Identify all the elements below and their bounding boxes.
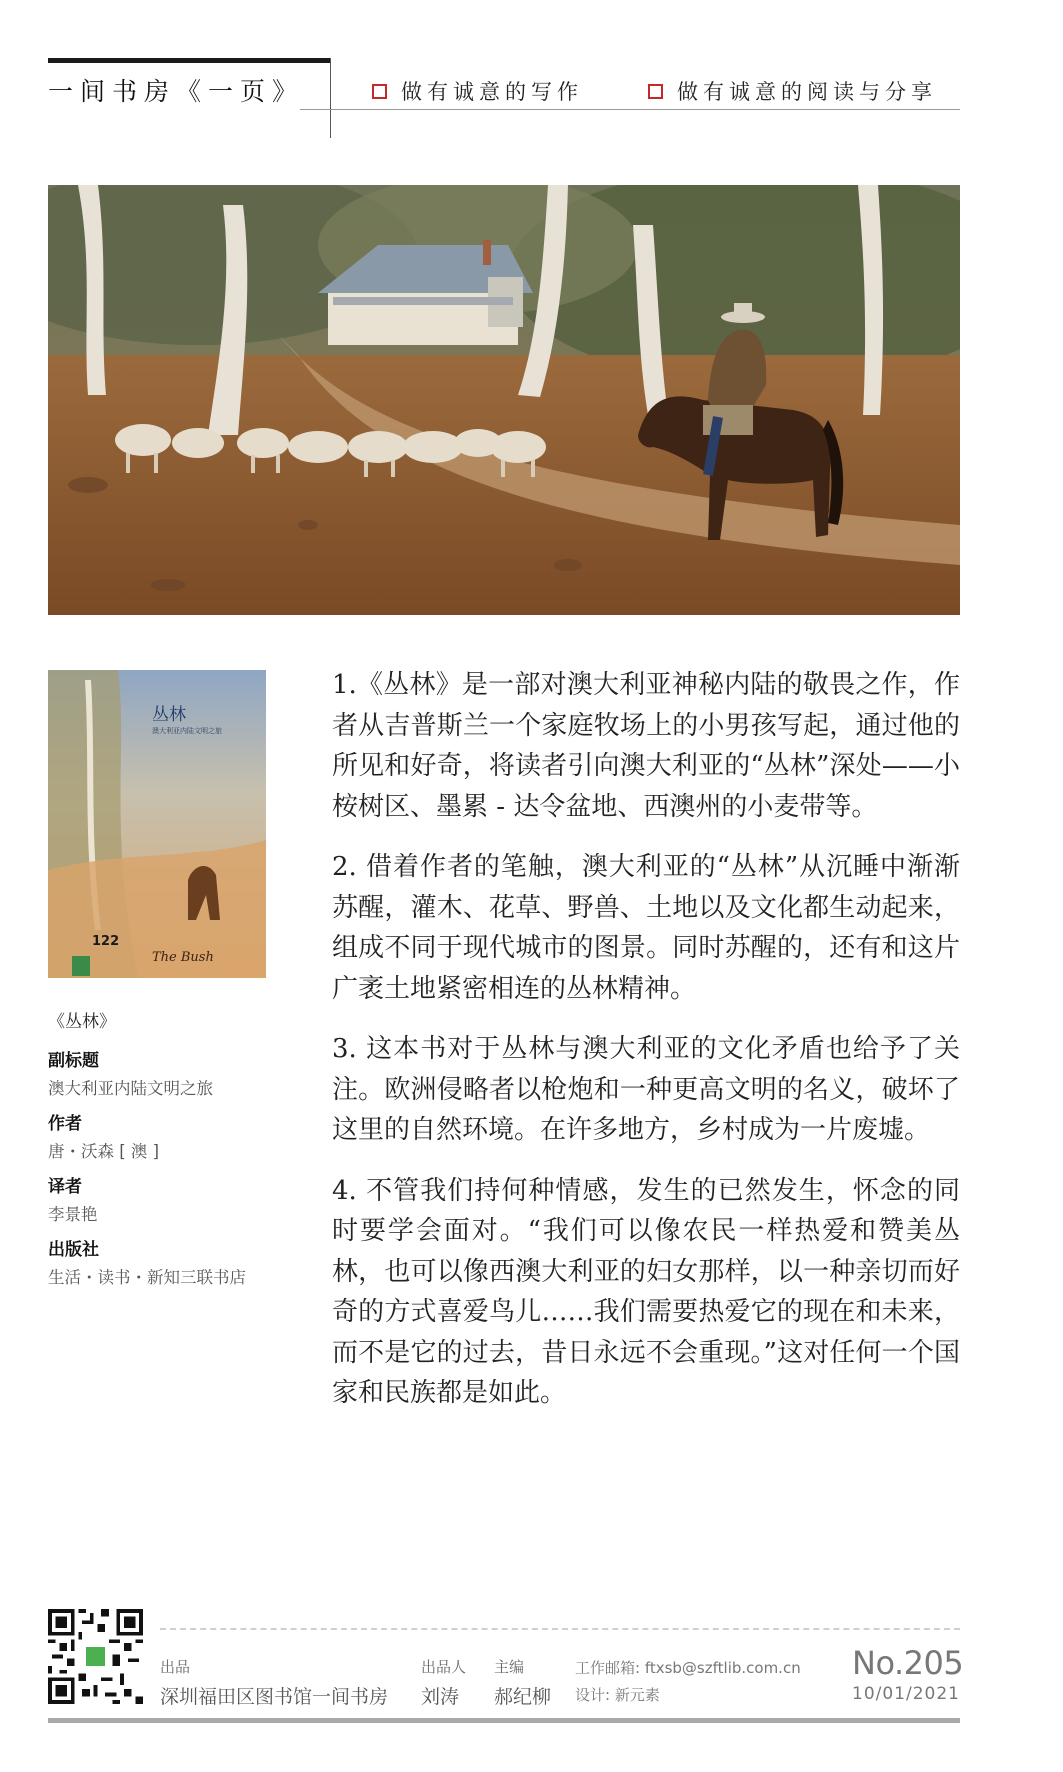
publisher-person-value: 刘涛: [421, 1686, 460, 1708]
publisher-value: 生活・读书・新知三联书店: [48, 1268, 246, 1287]
paragraph-2: 2. 借着作者的笔触，澳大利亚的“丛林”从沉睡中渐渐苏醒，灌木、花草、野兽、土地以及文化都生动起来，组成不同于现代城市的图景。同时苏醒的，还有和这片广袤土地紧密相连的丛林精神。: [332, 852, 960, 1004]
header-divider: [330, 58, 331, 138]
series-number: 122: [92, 934, 120, 949]
header-underline: [300, 109, 960, 110]
article-body: [332, 665, 960, 1434]
cover-title: 丛林: [152, 705, 186, 725]
issue-number: No.205: [852, 1644, 964, 1682]
slogan-reading: [648, 76, 937, 106]
qr-code[interactable]: [48, 1609, 143, 1704]
masthead-title: 一间书房《一页》: [48, 77, 305, 106]
contact-email[interactable]: 工作邮箱: ftxsb@szftlib.com.cn: [575, 1659, 801, 1677]
cover-subtitle: 澳大利亚内陆文明之旅: [152, 727, 222, 735]
design-credit: 设计: 新元素: [575, 1686, 660, 1704]
slogan-writing-text: 做有诚意的写作: [401, 80, 583, 104]
slogan-writing: [372, 76, 583, 106]
editor-label: 主编: [494, 1658, 525, 1676]
hero-photo: [48, 185, 960, 615]
footer-bottom-rule: [48, 1718, 960, 1723]
paragraph-3: 3. 这本书对于丛林与澳大利亚的文化矛盾也给予了关注。欧洲侵略者以枪炮和一种更高文明的名义，破坏了这里的自然环境。在许多地方，乡村成为一片废墟。: [332, 1034, 960, 1145]
checkbox-icon: [372, 84, 387, 99]
paragraph-4: 4. 不管我们持何种情感，发生的已然发生，怀念的同时要学会面对。“我们可以像农民一样热爱和赞美丛林，也可以像西澳大利亚的妇女那样，以一种亲切而好奇的方式喜爱鸟儿……我们需要热爱它的现在和未来，而不是它的过去，昔日永远不会重现。”这对任何一个国家和民族都是如此。: [332, 1175, 960, 1408]
publisher-person-label: 出品人: [421, 1658, 467, 1676]
publisher-logo: [72, 956, 90, 976]
paragraph-1: 1.《丛林》是一部对澳大利亚神秘内陆的敬畏之作，作者从吉普斯兰一个家庭牧场上的小男孩写起，通过他的所见和好奇，将读者引向澳大利亚的“丛林”深处——小桉树区、墨累 - 达令盆地、西澳州的小麦带等。: [332, 670, 960, 822]
subtitle-value: 澳大利亚内陆文明之旅: [48, 1079, 213, 1098]
author-value: 唐・沃森 [ 澳 ]: [48, 1142, 160, 1161]
slogan-reading-text: 做有诚意的阅读与分享: [677, 80, 937, 104]
checkbox-icon: [648, 84, 663, 99]
book-info: [48, 1007, 288, 1288]
producer-label: 出品: [160, 1658, 191, 1676]
author-label: 作者: [48, 1114, 82, 1134]
book-cover: [48, 670, 266, 978]
issue-date: 10/01/2021: [852, 1684, 960, 1704]
book-title: 《丛林》: [48, 1012, 116, 1032]
footer-divider: [160, 1628, 960, 1630]
editor-value: 郝纪柳: [494, 1686, 552, 1708]
producer-value: 深圳福田区图书馆一间书房: [160, 1686, 389, 1708]
translator-label: 译者: [48, 1177, 82, 1197]
translator-value: 李景艳: [48, 1205, 98, 1224]
header-top-rule: [48, 58, 330, 63]
cover-english-title: The Bush: [152, 950, 214, 965]
publisher-label: 出版社: [48, 1240, 99, 1260]
subtitle-label: 副标题: [48, 1051, 99, 1071]
